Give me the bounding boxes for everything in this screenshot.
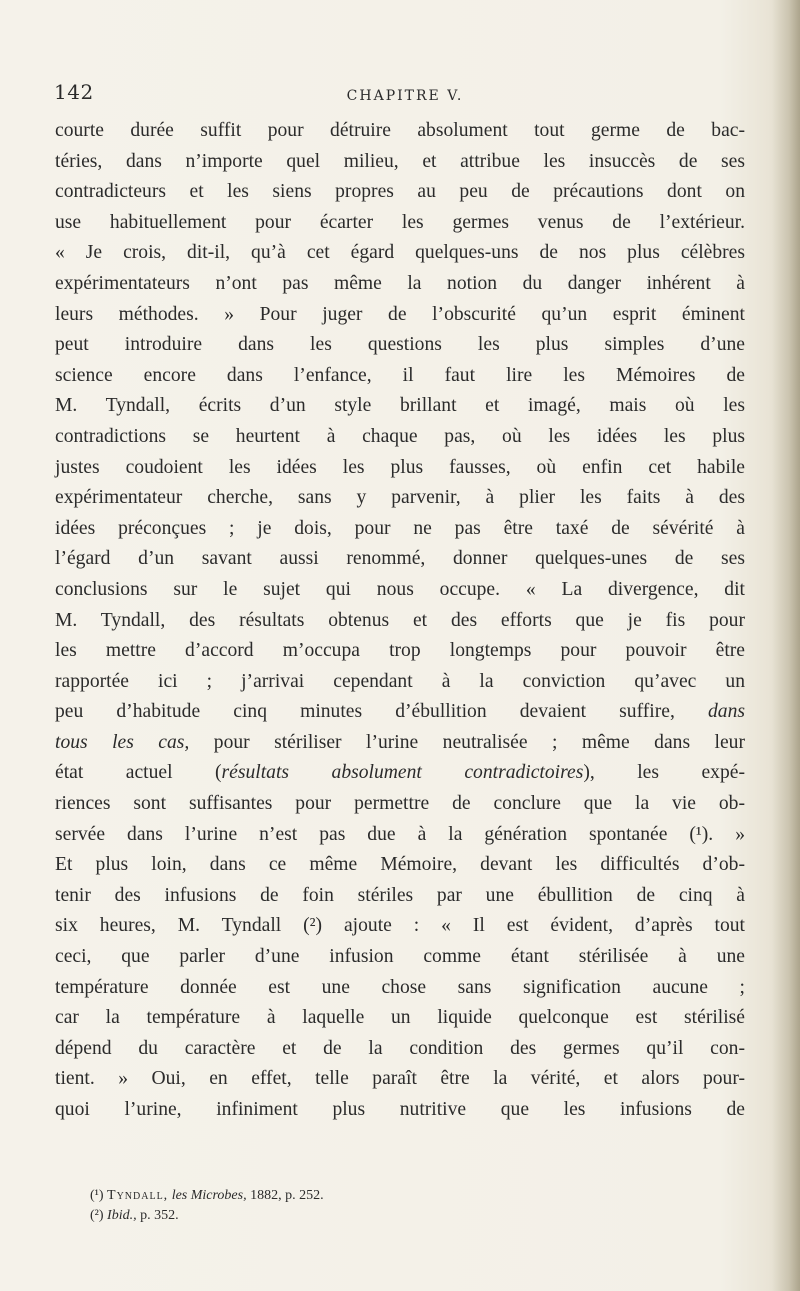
- body-line: téries, dans n’importe quel milieu, et attribue les insuccès de ses: [55, 150, 745, 172]
- footnote-mark: (¹): [90, 1188, 104, 1203]
- body-line: dépend du caractère et de la condition des germes qu’il con-: [55, 1037, 745, 1059]
- body-line: expérimentateur cherche, sans y parvenir, à plier les faits à des: [55, 487, 745, 509]
- page-number: 142: [54, 80, 94, 104]
- body-line: justes coudoient les idées les plus fausses, où enfin cet habile: [55, 456, 745, 478]
- footnotes: [90, 1186, 730, 1226]
- body-line-italic: dans: [707, 701, 745, 723]
- body-line: M. Tyndall, des résultats obtenus et des efforts que je fis pour: [55, 609, 745, 631]
- body-line: courte durée suffit pour détruire absolument tout germe de bac-: [55, 120, 745, 141]
- body-line: use habituellement pour écarter les germes venus de l’extérieur.: [55, 211, 745, 233]
- body-line: six heures, M. Tyndall (²) ajoute : « Il est évident, d’après tout: [55, 915, 745, 937]
- footnote-title: les Microbes,: [171, 1188, 247, 1203]
- body-line-italic: tous les cas,: [55, 731, 190, 753]
- body-text: [55, 116, 745, 1126]
- body-line: l’égard d’un savant aussi renommé, donner quelques-unes de ses: [55, 548, 745, 570]
- body-line: leurs méthodes. » Pour juger de l’obscurité qu’un esprit éminent: [55, 303, 745, 325]
- footnote-ref: p. 352.: [140, 1208, 179, 1223]
- footnote: [90, 1186, 730, 1206]
- body-line: ceci, que parler d’une infusion comme étant stérilisée à une: [55, 946, 745, 968]
- footnote-author: Tyndall,: [107, 1188, 169, 1203]
- body-line: expérimentateurs n’ont pas même la notion du danger inhérent à: [55, 272, 745, 294]
- body-line-text: état actuel (: [55, 762, 222, 784]
- body-line: peut introduire dans les questions les plus simples d’une: [55, 334, 745, 356]
- body-line: [55, 758, 745, 789]
- body-line: température donnée est une chose sans signification aucune ;: [55, 976, 745, 998]
- footnote-ref: 1882, p. 252.: [250, 1188, 324, 1203]
- body-line-text: peu d’habitude cinq minutes d’ébullition devaient suffire,: [55, 701, 675, 723]
- body-line: tenir des infusions de foin stériles par une ébullition de cinq à: [55, 884, 745, 906]
- page-edge-shadow: [772, 0, 800, 1291]
- body-line: rapportée ici ; j’arrivai cependant à la conviction qu’avec un: [55, 670, 745, 692]
- body-line-italic: résultats absolument contradictoires: [221, 762, 584, 784]
- running-head: CHAPITRE V.: [346, 88, 464, 104]
- body-line: contradicteurs et les siens propres au peu de précautions dont on: [55, 181, 745, 203]
- body-line: tient. » Oui, en effet, telle paraît être la vérité, et alors pour-: [55, 1068, 745, 1090]
- body-line: [55, 728, 745, 759]
- body-line: servée dans l’urine n’est pas due à la génération spontanée (¹). »: [55, 823, 745, 845]
- body-line-text: ), les expé-: [583, 762, 745, 784]
- body-line: contradictions se heurtent à chaque pas, où les idées les plus: [55, 425, 745, 447]
- body-line: idées préconçues ; je dois, pour ne pas être taxé de sévérité à: [55, 517, 745, 539]
- footnote-title: Ibid.,: [107, 1208, 137, 1223]
- body-line-text: pour stériliser l’urine neutralisée ; même dans leur: [213, 731, 745, 753]
- body-line: les mettre d’accord m’occupa trop longtemps pour pouvoir être: [55, 640, 745, 662]
- footnote-mark: (²): [90, 1208, 104, 1223]
- body-line: conclusions sur le sujet qui nous occupe. « La divergence, dit: [55, 578, 745, 600]
- body-line: car la température à laquelle un liquide quelconque est stérilisé: [55, 1007, 745, 1029]
- body-line: « Je crois, dit-il, qu’à cet égard quelques-uns de nos plus célèbres: [55, 242, 745, 264]
- body-line: riences sont suffisantes pour permettre de conclure que la vie ob-: [55, 793, 745, 815]
- body-line: quoi l’urine, infiniment plus nutritive que les infusions de: [55, 1099, 745, 1120]
- body-line: [55, 697, 745, 728]
- body-line: M. Tyndall, écrits d’un style brillant et imagé, mais où les: [55, 395, 745, 417]
- body-line: science encore dans l’enfance, il faut lire les Mémoires de: [55, 364, 745, 386]
- footnote: [90, 1206, 730, 1226]
- body-line: Et plus loin, dans ce même Mémoire, devant les difficultés d’ob-: [55, 854, 745, 876]
